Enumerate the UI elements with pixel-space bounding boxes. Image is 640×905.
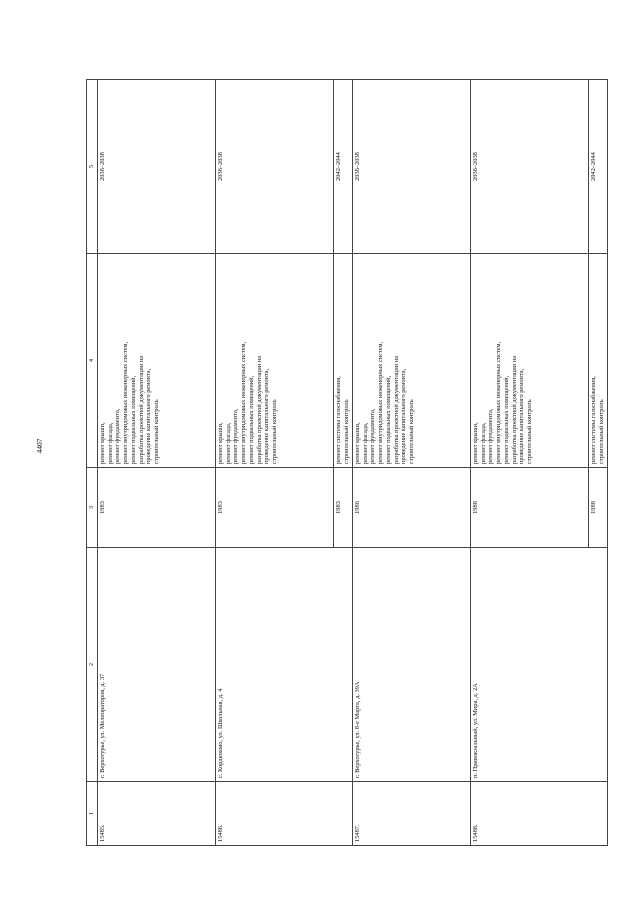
- work-item: разработка проектной документации на: [510, 355, 518, 464]
- table-row: [353, 80, 471, 846]
- table-body: [98, 80, 608, 846]
- work-item: ремонт фундамента,: [487, 408, 495, 464]
- header-cell: 2: [87, 548, 98, 782]
- entry-number-cell: 15485.: [98, 782, 216, 846]
- work-item: ремонт подвальных помещений,: [129, 375, 137, 464]
- works-cell: [334, 254, 353, 468]
- year-cell: 1986: [353, 468, 471, 548]
- work-item: проведение капитального ремонта,: [263, 368, 271, 464]
- work-item: ремонт системы газоснабжения,: [335, 376, 342, 464]
- work-item: строительный контроль: [270, 399, 278, 464]
- works-cell: [471, 254, 589, 468]
- works-cell: [589, 254, 608, 468]
- work-item: ремонт фундамента,: [369, 408, 377, 464]
- work-item: ремонт фасада,: [479, 422, 487, 464]
- entry-number-cell: 15486.: [216, 782, 353, 846]
- work-item: ремонт крыши,: [99, 422, 106, 464]
- work-item: ремонт фундамента,: [114, 408, 122, 464]
- work-item: ремонт подвальных помещений,: [384, 375, 392, 464]
- work-item: строительный контроль: [342, 399, 350, 464]
- year-cell: 1983: [98, 468, 216, 548]
- work-item: строительный контроль: [407, 399, 415, 464]
- year-cell: 1988: [589, 468, 608, 548]
- work-item: строительный контроль: [152, 399, 160, 464]
- work-item: проведение капитального ремонта,: [145, 368, 153, 464]
- period-cell: 2036–2038: [216, 80, 334, 254]
- capital-repair-table: [86, 79, 608, 846]
- header-cell: 5: [87, 80, 98, 254]
- work-item: ремонт внутридомовых инженерных систем,: [122, 341, 130, 464]
- address-cell: п. Привокзальный, ул. Мира, д. 2А: [471, 548, 608, 782]
- work-item: ремонт крыши,: [472, 422, 479, 464]
- work-item: ремонт внутридомовых инженерных систем,: [495, 341, 503, 464]
- header-cell: 4: [87, 254, 98, 468]
- work-item: ремонт фасада,: [224, 422, 232, 464]
- year-cell: 1983: [216, 468, 334, 548]
- table-row: [98, 80, 216, 846]
- work-item: ремонт фундамента,: [232, 408, 240, 464]
- page-number: 4407: [35, 438, 44, 454]
- work-item: разработка проектной документации на: [255, 355, 263, 464]
- work-item: разработка проектной документации на: [392, 355, 400, 464]
- work-item: ремонт крыши,: [354, 422, 361, 464]
- period-cell: 2036–2038: [98, 80, 216, 254]
- period-cell: 2042–2044: [334, 80, 353, 254]
- work-item: строительный контроль: [525, 399, 533, 464]
- table-row: [216, 80, 334, 846]
- header-cell: 1: [87, 782, 98, 846]
- header-row: [87, 80, 98, 846]
- period-cell: 2036–2038: [353, 80, 471, 254]
- work-item: ремонт системы газоснабжения,: [590, 376, 597, 464]
- rotated-table-container: [86, 80, 605, 846]
- address-cell: с. Кордюково, ул. Школьная, д. 4: [216, 548, 353, 782]
- table-row: [471, 80, 589, 846]
- works-cell: [353, 254, 471, 468]
- works-cell: [98, 254, 216, 468]
- work-item: ремонт внутридомовых инженерных систем,: [240, 341, 248, 464]
- works-cell: [216, 254, 334, 468]
- work-item: ремонт крыши,: [217, 422, 224, 464]
- period-cell: 2042–2044: [589, 80, 608, 254]
- work-item: строительный контроль: [597, 399, 605, 464]
- work-item: ремонт подвальных помещений,: [502, 375, 510, 464]
- work-item: ремонт фасада,: [106, 422, 114, 464]
- work-item: проведение капитального ремонта,: [518, 368, 526, 464]
- work-item: ремонт подвальных помещений,: [247, 375, 255, 464]
- work-item: ремонт внутридомовых инженерных систем,: [377, 341, 385, 464]
- entry-number-cell: 15488.: [471, 782, 608, 846]
- work-item: проведение капитального ремонта,: [400, 368, 408, 464]
- year-cell: 1988: [471, 468, 589, 548]
- work-item: разработка проектной документации на: [137, 355, 145, 464]
- work-item: ремонт фасада,: [361, 422, 369, 464]
- entry-number-cell: 15487.: [353, 782, 471, 846]
- header-cell: 3: [87, 468, 98, 548]
- year-cell: 1983: [334, 468, 353, 548]
- address-cell: г. Верхотурье, ул. Мелиораторов, д. 37: [98, 548, 216, 782]
- period-cell: 2036–2038: [471, 80, 589, 254]
- address-cell: г. Верхотурье, ул. 8-е Марта, д. 39А: [353, 548, 471, 782]
